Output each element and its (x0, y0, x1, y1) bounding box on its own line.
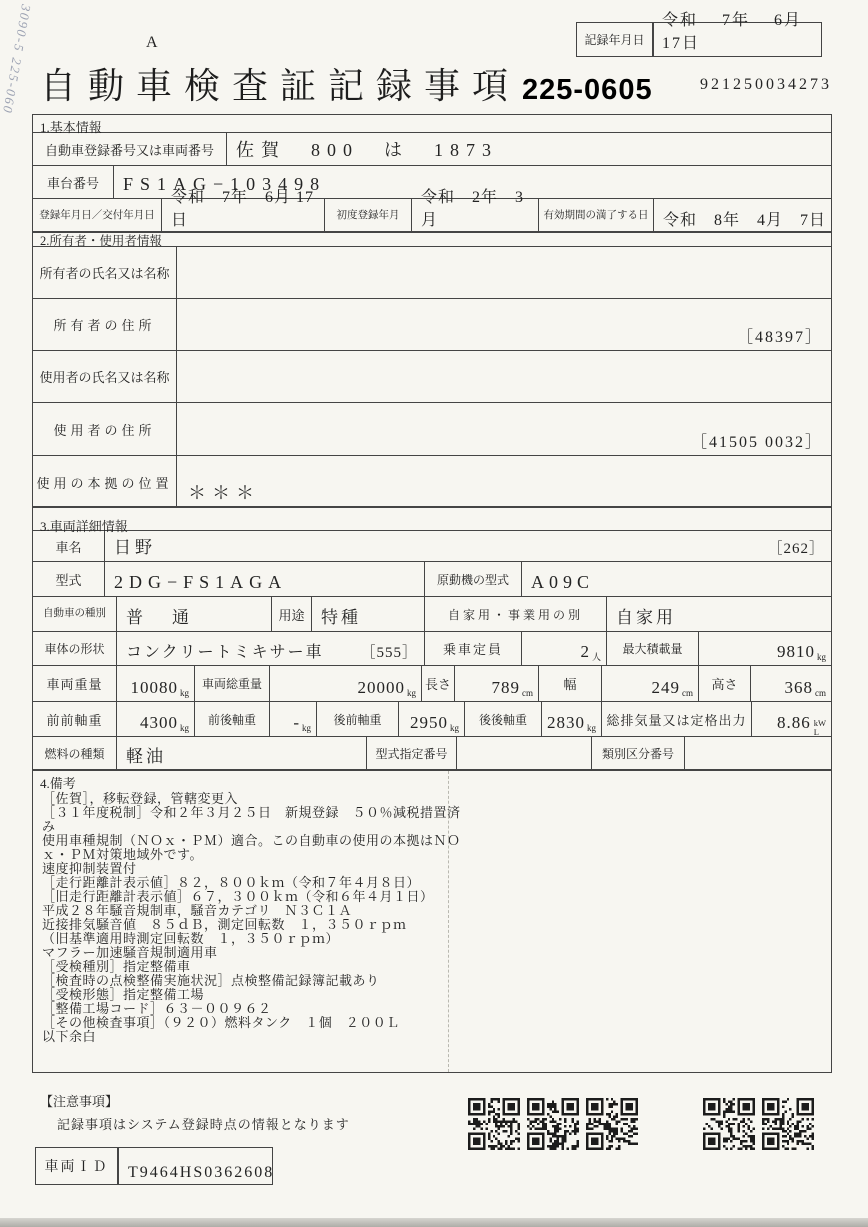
remark-line: ［受検種別］指定整備車 (42, 959, 191, 974)
type-cert-label: 型式指定番号 (366, 737, 456, 770)
class-code-value (684, 737, 831, 770)
vehicle-kind-value: 普 通 (116, 597, 271, 631)
record-date-label: 記録年月日 (577, 23, 653, 56)
axle-fr-label: 前後軸重 (194, 702, 269, 736)
power-label: 総排気量又は定格出力 (601, 702, 751, 736)
remark-line: ｘ・ＰＭ対策地域外です。 (42, 847, 203, 862)
title-overlay-number: 225-0605 (522, 74, 653, 106)
section-vehicle-details (32, 507, 832, 770)
length-label: 長さ (421, 666, 454, 701)
model-value: 2DG−FS1AGA (104, 562, 424, 596)
capacity-label: 乗車定員 (424, 632, 521, 665)
class-code-label: 類別区分番号 (591, 737, 684, 770)
document-serial-number: 921250034273 (700, 76, 832, 93)
reg-number-label: 自動車登録番号又は車両番号 (44, 142, 214, 158)
section-remarks (32, 770, 832, 1073)
axle-rf-value: 2950 kg (398, 702, 464, 736)
width-label: 幅 (538, 666, 601, 701)
document-title: 自動車検査証記録事項 (40, 66, 521, 106)
base-location-value: ＊＊＊ (176, 456, 831, 508)
car-name-label: 車名 (55, 539, 82, 555)
body-shape-value: コンクリートミキサー車 (126, 644, 324, 661)
corner-letter: A (146, 34, 158, 51)
remark-line: ［走行距離計表示値］８２，８００ｋｍ（令和７年４月８日） (42, 875, 421, 890)
vehicle-id-label: 車両ＩＤ (36, 1148, 118, 1184)
qr-code-5 (762, 1098, 814, 1150)
remark-line: 使用車種規制（ＮＯｘ・ＰＭ）適合。この自動車の使用の本拠はＮＯ (42, 833, 461, 848)
remark-line: 平成２８年騒音規制車，騒音カテゴリ Ｎ３Ｃ１Ａ (42, 903, 352, 918)
engine-model-label: 原動機の型式 (424, 562, 521, 596)
car-name-value: 日野 (114, 538, 156, 557)
body-shape-code: ［555］ (360, 645, 418, 661)
remark-line: 速度抑制装置付 (42, 861, 137, 876)
axle-fr-value: - kg (269, 702, 316, 736)
record-date-box (576, 12, 822, 57)
remark-line: （旧基準適用時測定回転数 １，３５０ｒｐｍ） (42, 931, 340, 946)
vehicle-id-value: T9464HS0362608 (118, 1148, 272, 1184)
reg-number-value: 佐賀 800 は 1873 (226, 133, 831, 165)
user-name-label: 使用者の氏名又は名称 (39, 370, 170, 385)
vehicle-weight-value: 10080 kg (116, 666, 194, 701)
section2-heading: 2.所有者・使用者情報 (40, 234, 162, 248)
axle-rr-label: 後後軸重 (464, 702, 541, 736)
user-address-label: 使用者の住所 (53, 422, 156, 438)
section-owner-user (32, 232, 832, 507)
document-title-row (40, 58, 653, 109)
fuel-label: 燃料の種類 (44, 747, 105, 761)
remark-line: 以下余白 (42, 1029, 97, 1044)
section1-heading: 1.基本情報 (40, 120, 102, 135)
vehicle-id-box (35, 1147, 273, 1185)
owner-address-label: 所有者の住所 (53, 318, 156, 333)
model-label: 型式 (55, 572, 82, 588)
owner-use-value: 自家用 (606, 597, 831, 631)
remark-line: ［３１年度税制］令和２年３月２５日 新規登録 ５０％減税措置済 (42, 805, 461, 820)
owner-use-label: 自家用・事業用の別 (424, 597, 606, 631)
gross-weight-value: 20000 kg (269, 666, 421, 701)
first-reg-label: 初度登録年月 (324, 199, 411, 233)
remark-line: ［その他検査事項］（９２０）燃料タンク １個 ２００Ｌ (42, 1015, 400, 1030)
width-value: 249 cm (601, 666, 698, 701)
fuel-value: 軽油 (116, 737, 366, 770)
remark-line: み (42, 819, 56, 834)
remark-line: ［佐賀］，移転登録，管轄変更入 (42, 791, 239, 806)
vehicle-weight-label: 車両重量 (46, 677, 103, 692)
notice-text: 記録事項はシステム登録時点の情報となります (57, 1117, 350, 1132)
owner-name-label: 所有者の氏名又は名称 (39, 266, 170, 281)
car-name-code: ［262］ (767, 541, 825, 557)
chassis-label: 車台番号 (46, 175, 99, 191)
base-location-label: 使用の本拠の位置 (36, 475, 173, 491)
first-reg-value: 令和 2年 3月 (411, 199, 538, 233)
power-value: 8.86 kW L (751, 702, 831, 736)
owner-address-value: ［48397］ (176, 299, 831, 350)
handwritten-note: 3090-5 225-060 (0, 3, 35, 116)
section-basic-info (32, 114, 832, 232)
axle-rf-label: 後前軸重 (316, 702, 398, 736)
height-label: 高さ (698, 666, 750, 701)
remark-line: ［旧走行距離計表示値］６７，３００ｋｍ（令和６年４月１日） (42, 889, 434, 904)
qr-code-4 (703, 1098, 755, 1150)
expiry-value: 令和 8年 4月 7日 (653, 199, 831, 233)
section3-heading: 3.車両詳細情報 (40, 519, 128, 534)
user-address-value: ［41505 0032］ (176, 403, 831, 455)
length-value: 789 cm (454, 666, 538, 701)
qr-code-2 (527, 1098, 579, 1150)
height-value: 368 cm (750, 666, 831, 701)
use-label: 用途 (271, 597, 311, 631)
remark-line: 近接排気騒音値 ８５ｄＢ，測定回転数 １，３５０ｒｐｍ (42, 917, 407, 932)
user-name-value (176, 351, 831, 402)
axle-ff-label: 前前軸重 (46, 712, 103, 728)
chassis-value: FS1AG−103498 (113, 166, 831, 198)
remarks-text (33, 789, 831, 1044)
axle-rr-value: 2830 kg (541, 702, 601, 736)
qr-code-3 (586, 1098, 638, 1150)
capacity-value: 2 人 (521, 632, 606, 665)
body-shape-label: 車体の形状 (44, 642, 105, 656)
remark-line: ［検査時の点検整備実施状況］点検整備記録簿記載あり (42, 973, 380, 988)
reg-date-label: 登録年月日／交付年月日 (39, 210, 155, 221)
section4-heading: 4.備考 (40, 776, 76, 791)
expiry-label: 有効期間の満了する日 (538, 199, 653, 233)
remark-line: ［整備工場コード］６３－００９６２ (42, 1001, 272, 1016)
remark-line: ［受検形態］指定整備工場 (42, 987, 205, 1002)
engine-model-value: A09C (521, 562, 831, 596)
max-load-value: 9810 kg (698, 632, 831, 665)
axle-ff-value: 4300 kg (116, 702, 194, 736)
reg-date-value: 令和 7年 6月 17日 (161, 199, 324, 233)
owner-name-value (176, 247, 831, 298)
record-date-value: 令和 7年 6月 17日 (653, 23, 821, 56)
vehicle-kind-label: 自動車の種別 (43, 608, 106, 619)
notice-heading: 【注意事項】 (40, 1094, 119, 1109)
gross-weight-label: 車両総重量 (194, 666, 269, 701)
remark-line: マフラー加速騒音規制適用車 (42, 945, 218, 960)
qr-code-1 (468, 1098, 520, 1150)
max-load-label: 最大積載量 (606, 632, 698, 665)
type-cert-value (456, 737, 591, 770)
fold-line (448, 771, 449, 1072)
use-value: 特種 (311, 597, 424, 631)
